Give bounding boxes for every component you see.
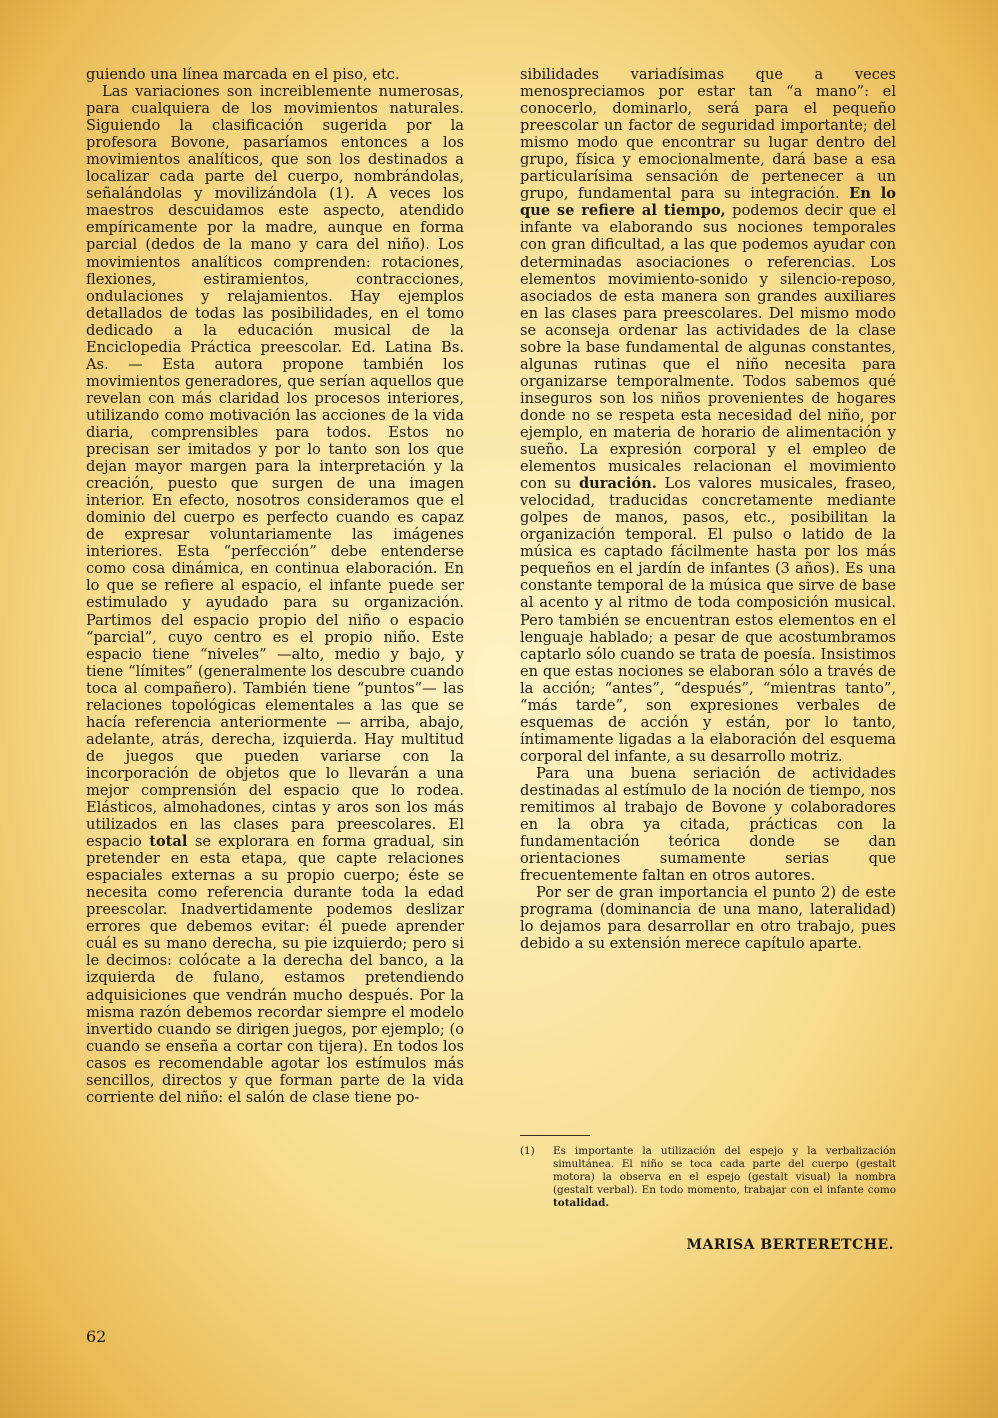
paragraph: Por ser de gran importancia el punto 2) de este programa (dominancia de una mano, lateralidad) lo dejamos para desarrollar en otro trabajo, pues debido a su extensión merece capítulo aparte. <box>520 884 896 953</box>
bold-term: duración. <box>578 475 657 493</box>
footnote <box>520 1145 896 1210</box>
footnote-bold-term: totalidad. <box>553 1197 610 1209</box>
right-column <box>520 66 896 952</box>
left-column <box>86 66 464 1106</box>
footnote-text <box>553 1145 896 1210</box>
footnote-marker: (1) <box>520 1145 535 1157</box>
bold-phrase: En lo que se refiere al tiempo, <box>520 185 897 220</box>
paragraph-text: sibilidades variadísimas que a veces menospreciamos por estar tan “a mano”: el conocerlo, dominarlo, será para el pequeño preescolar un factor de seguridad importante; del mismo modo que encontrar su lugar dentro del grupo, física y emocionalmente, dará base a esa particularísima sensación de pertenecer a un grupo, fundamental para su integración. <box>520 66 896 203</box>
page-number: 62 <box>86 1327 107 1346</box>
footnote-body: Es importante la utilización del espejo y la verbalización simultánea. El niño se toca cada parte del cuerpo (gestalt motora) la observa en el espejo (gestalt visual) la nombra (gestalt verbal). En todo momento, trabajar con el infante como <box>553 1145 896 1196</box>
author-signature: MARISA BERTERETCHE. <box>686 1237 894 1253</box>
paragraph-text: se explorara en forma gradual, sin pretender en esta etapa, que capte relaciones espaciales externas a su propio cuerpo; éste se necesita como referencia durante toda la edad preescolar. Inadvertidamente podemos deslizar errores que debemos evitar: él puede aprender cuál es su mano derecha, su pie izquierdo; pero si le decimos: colócate a la derecha del banco, a la izquierda de fulano, estamos pretendiendo adquisiciones que vendrán mucho después. Por la misma razón debemos recordar siempre el modelo invertido cuando se dirigen juegos, por ejemplo; (o cuando se enseña a cortar con tijera). En todos los casos es recomendable agotar los estímulos más sencillos, directos y que forman parte de la vida corriente del niño: el salón de clase tiene po- <box>86 833 465 1106</box>
bold-term: total <box>149 833 188 851</box>
paragraph <box>86 83 464 1106</box>
paragraph <box>520 66 896 765</box>
paragraph: guiendo una línea marcada en el piso, etc. <box>86 66 400 83</box>
footnote-divider <box>520 1135 590 1136</box>
paragraph-text: podemos decir que el infante va elaborando sus nociones temporales con gran dificultad, a las que podemos ayudar con determinadas asociaciones o referencias. Los elementos movimiento-sonido y silencio-reposo, asociados de esta manera son grandes auxiliares en las clases para preescolares. Del mismo modo se aconseja ordenar las actividades de la clase sobre la base fundamental de algunas constantes, algunas rutinas que el niño necesita para organizarse temporalmente. Todos sabemos qué inseguros son los niños provenientes de hogares donde no se respeta esta necesidad del niño, por ejemplo, en materia de horario de alimentación y sueño. La expresión corporal y el empleo de elementos musicales relacionan el movimiento con su <box>520 202 896 493</box>
paragraph-text: Los valores musicales, fraseo, velocidad, traducidas concretamente mediante golpes de manos, pasos, etc., posibilitan la organización temporal. El pulso o latido de la música es captado fácilmente hasta por los más pequeños en el jardín de infantes (3 años). Es una constante temporal de la música que sirve de base al acento y al ritmo de toda composición musical. Pero también se encuentran estos elementos en el lenguaje hablado; a pesar de que acostumbramos captarlo sólo cuando se trata de poesía. Insistimos en que estas nociones se elaboran sólo a través de la acción; “antes”, “después”, “mientras tanto”, “más tarde”, son expresiones verbales de esquemas de acción y están, por lo tanto, íntimamente ligadas a la elaboración del esquema corporal del infante, a su desarrollo motriz. <box>520 475 897 765</box>
paragraph: Para una buena seriación de actividades destinadas al estímulo de la noción de tiempo, nos remitimos al trabajo de Bovone y colaboradores en la obra ya citada, prácticas con la fundamentación teórica donde se dan orientaciones sumamente serias que frecuentemente faltan en otros autores. <box>520 764 896 885</box>
paragraph-text: Las variaciones son increiblemente numerosas, para cualquiera de los movimientos naturales. Siguiendo la clasificación sugerida por la profesora Bovone, pasaríamos entonces a los movimientos analíticos, que son los destinados a localizar cada parte del cuerpo, nombrándolas, señalándolas y movilizándola (1). A veces los maestros descuidamos este aspecto, atendido empíricamente por la madre, aunque en forma parcial (dedos de la mano y cara del niño). Los movimientos analíticos comprenden: rotaciones, flexiones, estiramientos, contracciones, ondulaciones y relajamientos. Hay ejemplos detallados de todas las posibilidades, en el tomo dedicado a la educación musical de la Enciclopedia Práctica preescolar. Ed. Latina Bs. As. — Esta autora propone también los movimientos generadores, que serían aquellos que revelan con más claridad los procesos interiores, utilizando como motivación las acciones de la vida diaria, comprensibles para todos. Estos no precisan ser imitados y por lo tanto son los que dejan mayor margen para la interpretación y la creación, puesto que surgen de una imagen interior. En efecto, nosotros consideramos que el dominio del cuerpo es perfecto cuando es capaz de expresar voluntariamente las imágenes interiores. Esta “perfección” debe entenderse como cosa dinámica, en continua elaboración. En lo que se refiere al espacio, el infante puede ser estimulado y ayudado para su organización. Partimos del espacio propio del niño o espacio “parcial”, cuyo centro es el propio niño. Este espacio tiene “niveles” —alto, medio y bajo, y tiene “límites” (generalmente los descubre cuando toca al compañero). También tiene “puntos”— las relaciones topológicas elementales a las que se hacía referencia anteriormente — arriba, abajo, adelante, atrás, derecha, izquierda. Hay multitud de juegos que pueden variarse con la incorporación de objetos que lo llevarán a una mejor comprensión del espacio que lo rodea. Elásticos, almohadones, cintas y aros son los más utilizados en las clases para preescolares. El espacio <box>86 83 464 851</box>
